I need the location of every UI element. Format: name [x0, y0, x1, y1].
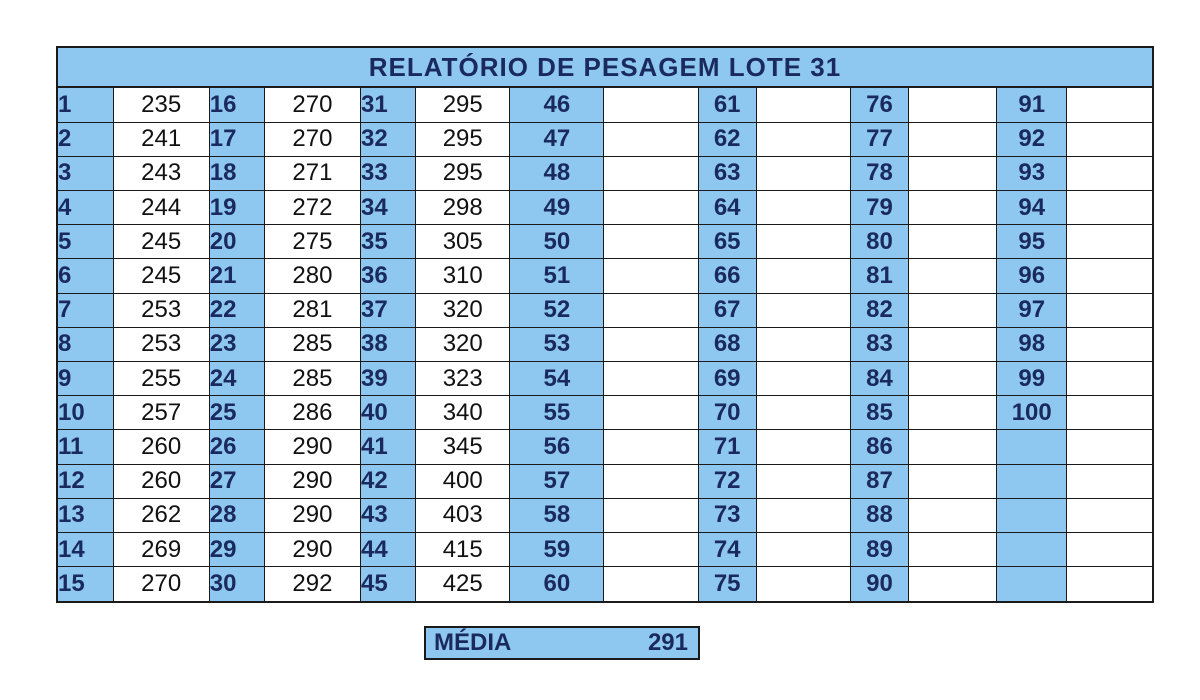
weight-value-cell: [756, 327, 850, 361]
table-row: [58, 191, 1152, 225]
weight-value-cell: [909, 362, 997, 396]
weight-value-cell: 290: [264, 430, 360, 464]
weight-value-cell: 305: [416, 225, 510, 259]
animal-number-cell: 79: [850, 191, 908, 225]
table-row: [58, 259, 1152, 293]
animal-number-cell: 43: [361, 498, 416, 532]
empty-number-cell: [997, 532, 1067, 566]
animal-number-cell: 50: [510, 225, 604, 259]
weight-value-cell: [909, 430, 997, 464]
animal-number-cell: 57: [510, 464, 604, 498]
animal-number-cell: 52: [510, 293, 604, 327]
animal-number-cell: 88: [850, 498, 908, 532]
weight-value-cell: [604, 532, 698, 566]
weight-value-cell: 320: [416, 327, 510, 361]
weight-value-cell: [1067, 464, 1152, 498]
weight-value-cell: 270: [264, 88, 360, 122]
weight-value-cell: [909, 88, 997, 122]
weight-value-cell: 400: [416, 464, 510, 498]
animal-number-cell: 29: [209, 532, 264, 566]
weight-value-cell: 245: [113, 259, 209, 293]
table-row: [58, 464, 1152, 498]
animal-number-cell: 90: [850, 567, 908, 601]
animal-number-cell: 40: [361, 396, 416, 430]
animal-number-cell: 10: [58, 396, 113, 430]
animal-number-cell: 37: [361, 293, 416, 327]
weighing-report: [56, 46, 1154, 603]
weight-value-cell: 298: [416, 191, 510, 225]
weight-value-cell: [604, 498, 698, 532]
weight-value-cell: 281: [264, 293, 360, 327]
animal-number-cell: 70: [698, 396, 756, 430]
weight-value-cell: [604, 191, 698, 225]
weight-value-cell: 290: [264, 464, 360, 498]
animal-number-cell: 3: [58, 156, 113, 190]
animal-number-cell: 31: [361, 88, 416, 122]
animal-number-cell: 54: [510, 362, 604, 396]
animal-number-cell: 25: [209, 396, 264, 430]
weight-value-cell: 235: [113, 88, 209, 122]
weight-value-cell: [1067, 430, 1152, 464]
weight-value-cell: 320: [416, 293, 510, 327]
empty-number-cell: [997, 464, 1067, 498]
animal-number-cell: 81: [850, 259, 908, 293]
weight-value-cell: 285: [264, 327, 360, 361]
table-row: [58, 430, 1152, 464]
weight-value-cell: [909, 191, 997, 225]
animal-number-cell: 58: [510, 498, 604, 532]
weight-value-cell: 262: [113, 498, 209, 532]
animal-number-cell: 42: [361, 464, 416, 498]
weight-value-cell: [604, 88, 698, 122]
weight-value-cell: [756, 156, 850, 190]
animal-number-cell: 16: [209, 88, 264, 122]
animal-number-cell: 7: [58, 293, 113, 327]
animal-number-cell: 74: [698, 532, 756, 566]
table-row: [58, 498, 1152, 532]
animal-number-cell: 15: [58, 567, 113, 601]
weight-value-cell: [604, 396, 698, 430]
weight-value-cell: 243: [113, 156, 209, 190]
weight-value-cell: [756, 293, 850, 327]
animal-number-cell: 53: [510, 327, 604, 361]
animal-number-cell: 56: [510, 430, 604, 464]
weight-value-cell: 295: [416, 156, 510, 190]
weight-value-cell: [909, 396, 997, 430]
animal-number-cell: 32: [361, 122, 416, 156]
average-value: 291: [647, 629, 688, 656]
table-row: [58, 532, 1152, 566]
weight-value-cell: [1067, 122, 1152, 156]
animal-number-cell: 33: [361, 156, 416, 190]
animal-number-cell: 64: [698, 191, 756, 225]
weight-value-cell: [1067, 498, 1152, 532]
weight-value-cell: [1067, 567, 1152, 601]
animal-number-cell: 41: [361, 430, 416, 464]
weight-value-cell: [909, 293, 997, 327]
weight-value-cell: [909, 464, 997, 498]
average-label: MÉDIA: [434, 629, 512, 656]
animal-number-cell: 6: [58, 259, 113, 293]
weight-value-cell: 425: [416, 567, 510, 601]
weight-value-cell: 286: [264, 396, 360, 430]
animal-number-cell: 38: [361, 327, 416, 361]
weight-value-cell: [909, 498, 997, 532]
weight-value-cell: 270: [264, 122, 360, 156]
animal-number-cell: 66: [698, 259, 756, 293]
animal-number-cell: 61: [698, 88, 756, 122]
animal-number-cell: 69: [698, 362, 756, 396]
weight-value-cell: [909, 567, 997, 601]
weight-value-cell: [1067, 396, 1152, 430]
weight-value-cell: [909, 327, 997, 361]
animal-number-cell: 1: [58, 88, 113, 122]
weight-value-cell: 285: [264, 362, 360, 396]
weight-value-cell: [1067, 191, 1152, 225]
weight-value-cell: 271: [264, 156, 360, 190]
weight-value-cell: [756, 225, 850, 259]
animal-number-cell: 82: [850, 293, 908, 327]
weight-value-cell: 310: [416, 259, 510, 293]
animal-number-cell: 21: [209, 259, 264, 293]
animal-number-cell: 18: [209, 156, 264, 190]
animal-number-cell: 95: [997, 225, 1067, 259]
animal-number-cell: 8: [58, 327, 113, 361]
animal-number-cell: 36: [361, 259, 416, 293]
animal-number-cell: 44: [361, 532, 416, 566]
weight-value-cell: 295: [416, 122, 510, 156]
weight-value-cell: 272: [264, 191, 360, 225]
weight-value-cell: [756, 532, 850, 566]
animal-number-cell: 65: [698, 225, 756, 259]
animal-number-cell: 30: [209, 567, 264, 601]
weight-value-cell: 292: [264, 567, 360, 601]
animal-number-cell: 60: [510, 567, 604, 601]
weight-value-cell: 290: [264, 532, 360, 566]
animal-number-cell: 23: [209, 327, 264, 361]
animal-number-cell: 99: [997, 362, 1067, 396]
weight-value-cell: [1067, 259, 1152, 293]
weight-value-cell: 253: [113, 293, 209, 327]
weight-value-cell: [909, 532, 997, 566]
weight-value-cell: [756, 88, 850, 122]
weight-value-cell: 280: [264, 259, 360, 293]
weight-value-cell: [756, 567, 850, 601]
weight-value-cell: [604, 567, 698, 601]
animal-number-cell: 14: [58, 532, 113, 566]
weight-value-cell: 323: [416, 362, 510, 396]
table-row: [58, 327, 1152, 361]
weight-value-cell: [756, 362, 850, 396]
animal-number-cell: 87: [850, 464, 908, 498]
animal-number-cell: 62: [698, 122, 756, 156]
animal-number-cell: 35: [361, 225, 416, 259]
weight-value-cell: [756, 122, 850, 156]
empty-number-cell: [997, 430, 1067, 464]
animal-number-cell: 91: [997, 88, 1067, 122]
animal-number-cell: 47: [510, 122, 604, 156]
animal-number-cell: 72: [698, 464, 756, 498]
weight-value-cell: 253: [113, 327, 209, 361]
table-row: [58, 225, 1152, 259]
table-row: [58, 293, 1152, 327]
animal-number-cell: 85: [850, 396, 908, 430]
animal-number-cell: 83: [850, 327, 908, 361]
animal-number-cell: 100: [997, 396, 1067, 430]
animal-number-cell: 63: [698, 156, 756, 190]
animal-number-cell: 11: [58, 430, 113, 464]
animal-number-cell: 49: [510, 191, 604, 225]
weight-value-cell: [604, 327, 698, 361]
average-box: [424, 626, 700, 660]
weight-value-cell: 275: [264, 225, 360, 259]
animal-number-cell: 17: [209, 122, 264, 156]
animal-number-cell: 2: [58, 122, 113, 156]
animal-number-cell: 84: [850, 362, 908, 396]
weight-value-cell: [756, 498, 850, 532]
animal-number-cell: 98: [997, 327, 1067, 361]
weight-value-cell: 257: [113, 396, 209, 430]
animal-number-cell: 94: [997, 191, 1067, 225]
animal-number-cell: 48: [510, 156, 604, 190]
weight-value-cell: [909, 259, 997, 293]
weight-value-cell: 260: [113, 464, 209, 498]
weight-value-cell: [604, 225, 698, 259]
weight-value-cell: [909, 156, 997, 190]
table-row: [58, 567, 1152, 601]
animal-number-cell: 89: [850, 532, 908, 566]
weight-value-cell: [756, 191, 850, 225]
animal-number-cell: 51: [510, 259, 604, 293]
weight-value-cell: [1067, 362, 1152, 396]
animal-number-cell: 73: [698, 498, 756, 532]
animal-number-cell: 39: [361, 362, 416, 396]
animal-number-cell: 96: [997, 259, 1067, 293]
animal-number-cell: 93: [997, 156, 1067, 190]
weighing-table: [58, 88, 1152, 601]
animal-number-cell: 76: [850, 88, 908, 122]
weight-value-cell: [604, 259, 698, 293]
animal-number-cell: 26: [209, 430, 264, 464]
animal-number-cell: 68: [698, 327, 756, 361]
weight-value-cell: 295: [416, 88, 510, 122]
weight-value-cell: [756, 259, 850, 293]
animal-number-cell: 97: [997, 293, 1067, 327]
empty-number-cell: [997, 498, 1067, 532]
weight-value-cell: [756, 464, 850, 498]
weight-value-cell: 245: [113, 225, 209, 259]
weight-value-cell: 244: [113, 191, 209, 225]
weight-value-cell: 269: [113, 532, 209, 566]
weight-value-cell: 260: [113, 430, 209, 464]
weight-value-cell: [1067, 293, 1152, 327]
weight-value-cell: 340: [416, 396, 510, 430]
weight-value-cell: 415: [416, 532, 510, 566]
animal-number-cell: 24: [209, 362, 264, 396]
table-row: [58, 362, 1152, 396]
weight-value-cell: 345: [416, 430, 510, 464]
weight-value-cell: [604, 293, 698, 327]
animal-number-cell: 9: [58, 362, 113, 396]
animal-number-cell: 71: [698, 430, 756, 464]
table-row: [58, 396, 1152, 430]
weight-value-cell: [604, 122, 698, 156]
animal-number-cell: 20: [209, 225, 264, 259]
animal-number-cell: 67: [698, 293, 756, 327]
weight-value-cell: [604, 156, 698, 190]
animal-number-cell: 78: [850, 156, 908, 190]
weight-value-cell: [756, 396, 850, 430]
weight-value-cell: [1067, 156, 1152, 190]
weight-value-cell: 255: [113, 362, 209, 396]
animal-number-cell: 80: [850, 225, 908, 259]
report-title: RELATÓRIO DE PESAGEM LOTE 31: [58, 48, 1152, 88]
weight-value-cell: [1067, 88, 1152, 122]
weight-value-cell: [1067, 225, 1152, 259]
table-row: [58, 156, 1152, 190]
weight-value-cell: [756, 430, 850, 464]
weight-value-cell: 290: [264, 498, 360, 532]
empty-number-cell: [997, 567, 1067, 601]
animal-number-cell: 77: [850, 122, 908, 156]
animal-number-cell: 75: [698, 567, 756, 601]
animal-number-cell: 5: [58, 225, 113, 259]
weight-value-cell: [909, 225, 997, 259]
animal-number-cell: 22: [209, 293, 264, 327]
animal-number-cell: 27: [209, 464, 264, 498]
animal-number-cell: 13: [58, 498, 113, 532]
weight-value-cell: [604, 362, 698, 396]
animal-number-cell: 28: [209, 498, 264, 532]
animal-number-cell: 45: [361, 567, 416, 601]
animal-number-cell: 92: [997, 122, 1067, 156]
table-row: [58, 122, 1152, 156]
weight-value-cell: [909, 122, 997, 156]
weight-value-cell: [604, 464, 698, 498]
weight-value-cell: 403: [416, 498, 510, 532]
animal-number-cell: 86: [850, 430, 908, 464]
animal-number-cell: 19: [209, 191, 264, 225]
weight-value-cell: [1067, 532, 1152, 566]
weight-value-cell: [1067, 327, 1152, 361]
animal-number-cell: 59: [510, 532, 604, 566]
animal-number-cell: 34: [361, 191, 416, 225]
animal-number-cell: 55: [510, 396, 604, 430]
weight-value-cell: 241: [113, 122, 209, 156]
animal-number-cell: 46: [510, 88, 604, 122]
weight-value-cell: [604, 430, 698, 464]
weight-value-cell: 270: [113, 567, 209, 601]
animal-number-cell: 12: [58, 464, 113, 498]
table-row: [58, 88, 1152, 122]
animal-number-cell: 4: [58, 191, 113, 225]
